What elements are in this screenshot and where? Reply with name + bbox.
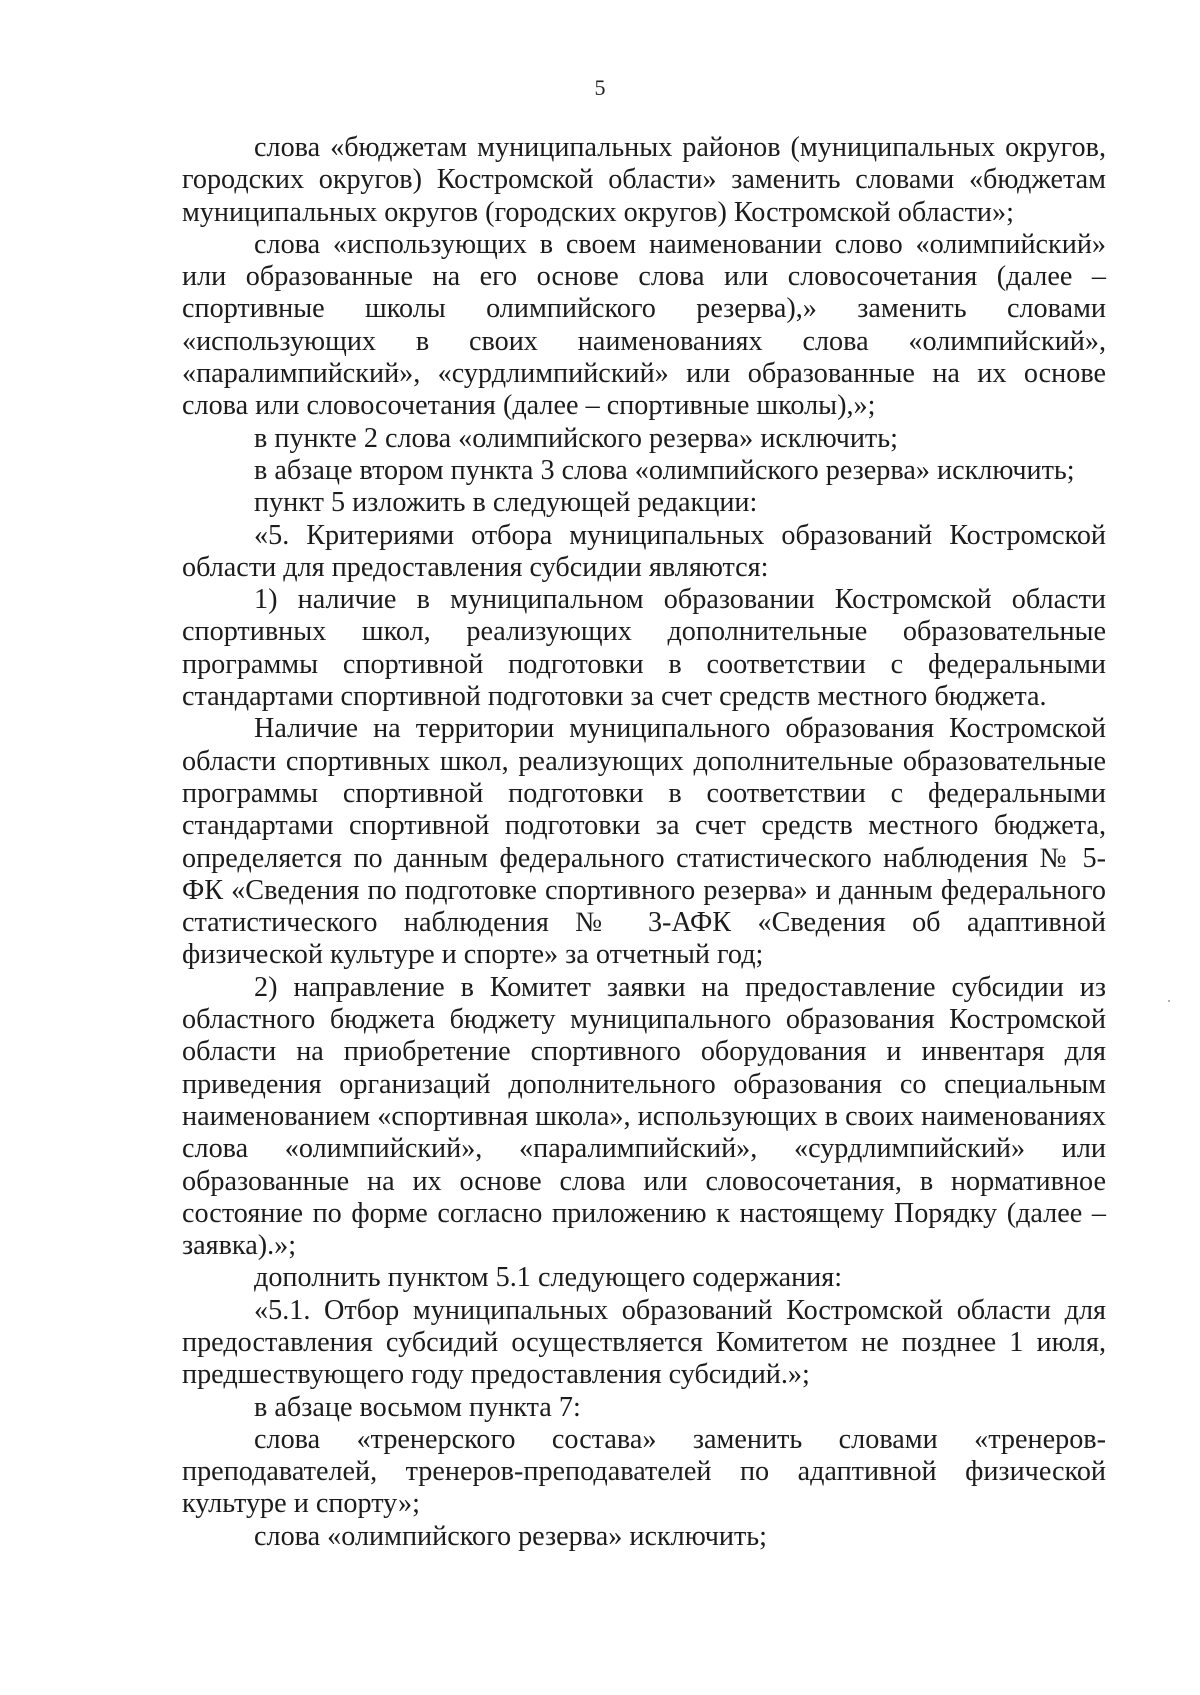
paragraph-13: слова «тренерского состава» заменить словами «тренеров-преподавателей, тренеров-преподавателей по адаптивной физической культуре и спорту»;	[182, 1423, 1106, 1520]
paragraph-12: в абзаце восьмом пункта 7:	[254, 1391, 581, 1423]
page-number: 5	[594, 75, 606, 100]
paragraph-3: в пункте 2 слова «олимпийского резерва» исключить;	[254, 422, 898, 454]
paragraph-11: «5.1. Отбор муниципальных образований Костромской области для предоставления субсидий осуществляется Комитетом не позднее 1 июля, предшествующего году предоставления субсидий.»;	[182, 1294, 1106, 1391]
paragraph-4: в абзаце втором пункта 3 слова «олимпийского резерва» исключить;	[254, 454, 1075, 486]
paragraph-8: Наличие на территории муниципального образования Костромской области спортивных школ, реализующих дополнительные образовательные программы спортивной подготовки в соответствии с федеральными стандартами спортивной подготовки за счет средств местного бюджета, определяется по данным федерального статистического наблюдения № 5-ФК «Сведения по подготовке спортивного резерва» и данным федерального статистического наблюдения № 3-АФК «Сведения об адаптивной физической культуре и спорте» за отчетный год;	[182, 713, 1106, 971]
paragraph-6: «5. Критериями отбора муниципальных образований Костромской области для предоставления субсидии являются:	[182, 519, 1106, 583]
paragraph-1: слова «бюджетам муниципальных районов (муниципальных округов, городских округов) Костромской области» заменить словами «бюджетам муниципальных округов (городских округов) Костромской области»;	[182, 132, 1106, 228]
paragraph-5: пункт 5 изложить в следующей редакции:	[254, 487, 758, 519]
document-body	[182, 132, 1106, 1553]
paragraph-14: слова «олимпийского резерва» исключить;	[254, 1520, 767, 1552]
paragraph-7: 1) наличие в муниципальном образовании Костромской области спортивных школ, реализующих дополнительные образовательные программы спортивной подготовки в соответствии с федеральными стандартами спортивной подготовки за счет средств местного бюджета.	[182, 584, 1106, 713]
paragraph-9: 2) направление в Комитет заявки на предоставление субсидии из областного бюджета бюджету муниципального образования Костромской области на приобретение спортивного оборудования и инвентаря для приведения организаций дополнительного образования со специальным наименованием «спортивная школа», использующих в своих наименованиях слова «олимпийский», «паралимпийский», «сурдлимпийский» или образованные на их основе слова или словосочетания, в нормативное состояние по форме согласно приложению к настоящему Порядку (далее – заявка).»;	[182, 971, 1106, 1262]
scan-speck	[1168, 1000, 1170, 1002]
paragraph-10: дополнить пунктом 5.1 следующего содержания:	[254, 1262, 843, 1294]
paragraph-2: слова «использующих в своем наименовании слово «олимпийский» или образованные на его основе слова или словосочетания (далее – спортивные школы олимпийского резерва),» заменить словами «использующих в своих наименованиях слова «олимпийский», «паралимпийский», «сурдлимпийский» или образованные на их основе слова или словосочетания (далее – спортивные школы),»;	[182, 228, 1106, 422]
